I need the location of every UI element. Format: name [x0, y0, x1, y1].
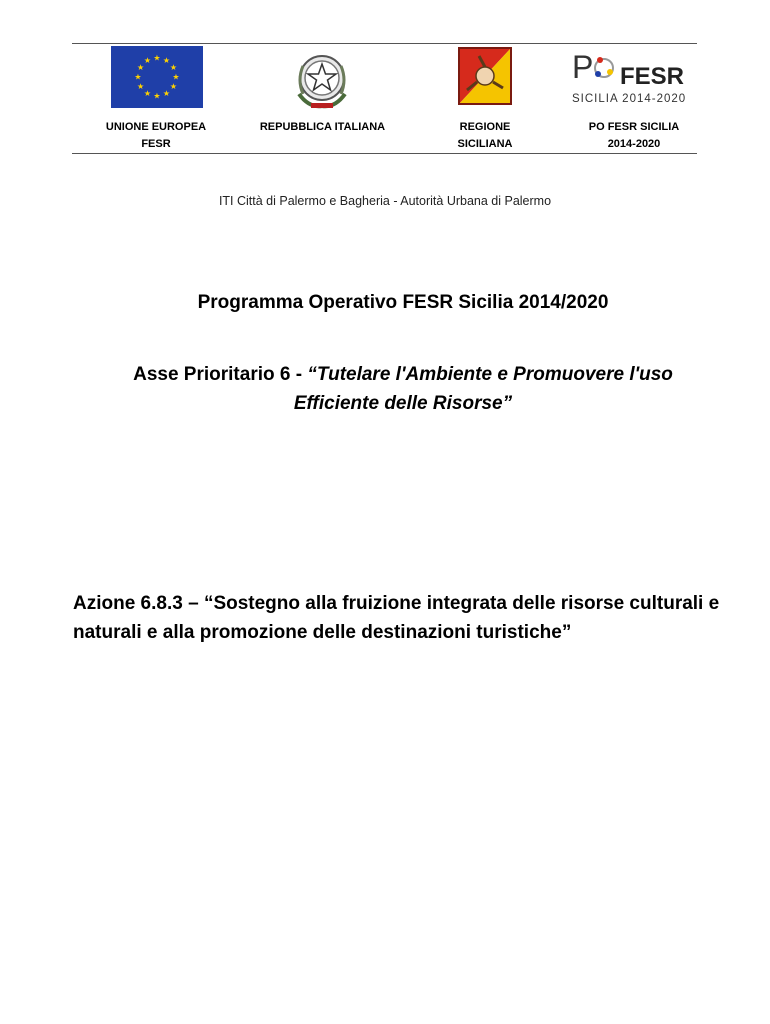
caption-rs	[430, 119, 540, 153]
header-top-rule	[72, 43, 697, 44]
eu-star-icon: ★	[169, 82, 178, 91]
eu-star-icon: ★	[153, 53, 161, 63]
asse-heading	[88, 360, 718, 418]
caption-po-line1: PO FESR SICILIA	[588, 121, 680, 133]
sicilian-region-flag-icon	[457, 46, 513, 111]
header-bottom-rule	[72, 153, 697, 154]
asse-italic: “Tutelare l'Ambiente e Promuovere l'uso Efficiente delle Risorse”	[293, 364, 673, 414]
program-title: Programma Operativo FESR Sicilia 2014/2020	[197, 292, 609, 313]
caption-eu	[92, 119, 220, 153]
eu-star-icon: ★	[153, 91, 161, 101]
eu-star-icon: ★	[162, 88, 171, 98]
svg-text:FESR: FESR	[620, 63, 685, 90]
eu-star-icon: ★	[169, 63, 178, 72]
asse-prefix: Asse Prioritario 6 -	[133, 364, 308, 385]
caption-rs-line2: SICILIANA	[457, 138, 513, 150]
eu-star-icon: ★	[162, 56, 171, 66]
caption-rs-line1: REGIONE	[459, 121, 511, 133]
eu-star-icon: ★	[143, 88, 152, 98]
caption-eu-line1: UNIONE EUROPEA	[105, 121, 207, 133]
eu-star-icon: ★	[143, 56, 152, 66]
caption-po-line2: 2014-2020	[607, 138, 661, 150]
caption-eu-line2: FESR	[141, 138, 171, 150]
caption-po	[570, 119, 698, 153]
eu-star-icon: ★	[134, 72, 142, 82]
eu-star-icon: ★	[136, 63, 145, 72]
eu-star-icon: ★	[136, 82, 145, 91]
eu-flag-icon	[111, 46, 203, 113]
caption-ri-line1: REPUBBLICA ITALIANA	[259, 121, 386, 133]
caption-ri	[250, 119, 395, 136]
azione-heading: Azione 6.8.3 – “Sostegno alla fruizione integrata delle risorse culturali e naturali e alla promozione delle destinazioni turistiche”	[73, 593, 720, 643]
svg-text:P: P	[572, 49, 594, 85]
svg-text:SICILIA 2014-2020: SICILIA 2014-2020	[572, 93, 687, 105]
italian-republic-emblem-icon	[289, 46, 355, 117]
po-fesr-logo-icon	[570, 46, 690, 113]
document-subtitle: ITI Città di Palermo e Bagheria - Autorità Urbana di Palermo	[218, 194, 552, 208]
eu-star-icon: ★	[172, 72, 180, 82]
